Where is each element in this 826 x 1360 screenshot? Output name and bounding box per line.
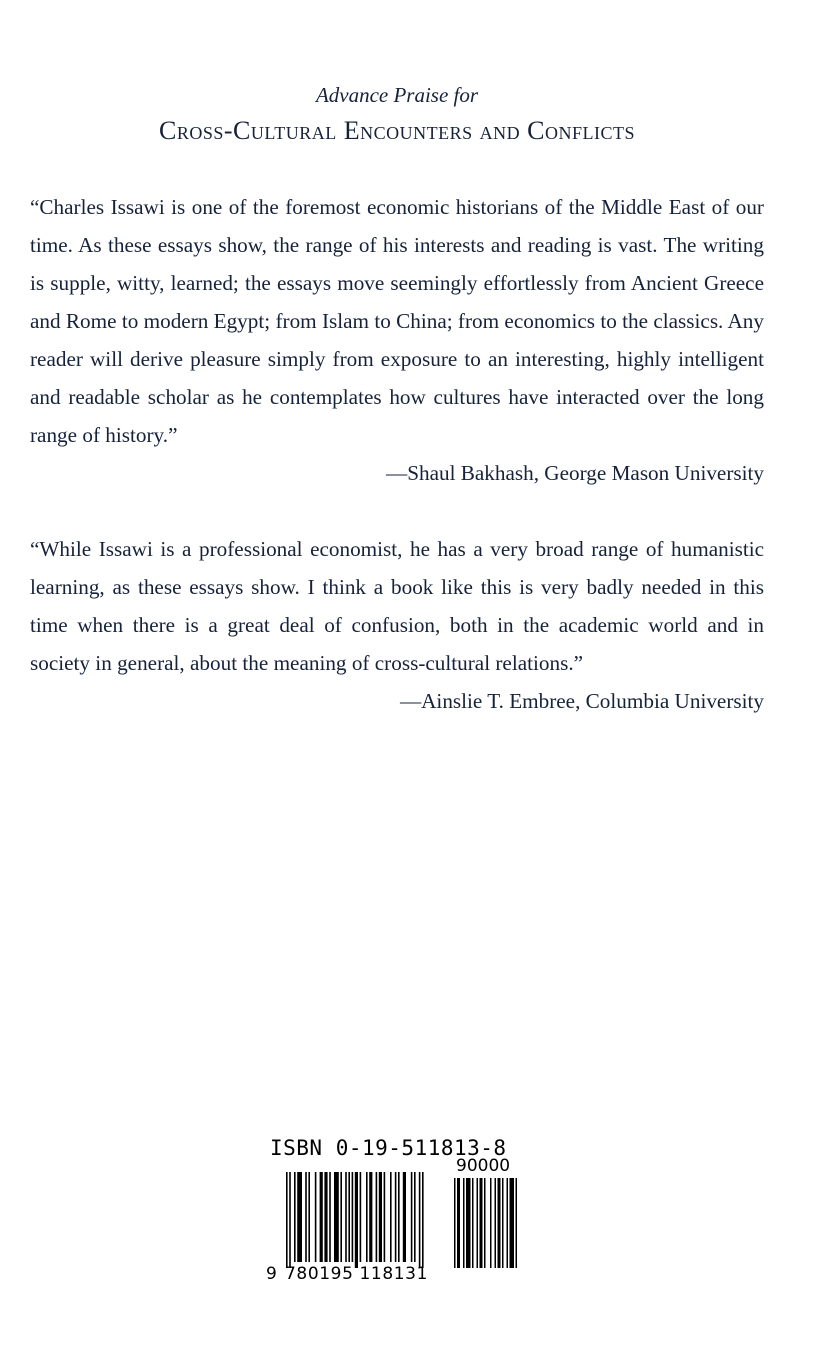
praise-attribution: —Shaul Bakhash, George Mason University <box>386 461 764 485</box>
barcode-bar <box>502 1178 504 1268</box>
barcode-bar <box>466 1178 471 1268</box>
barcode-bar <box>414 1172 416 1262</box>
barcode-bar <box>490 1178 492 1268</box>
barcode-bar <box>320 1172 323 1262</box>
barcode-bar <box>484 1178 486 1268</box>
barcode-bar <box>495 1178 497 1268</box>
price-addon-digits: 90000 <box>456 1156 511 1176</box>
barcode-bar <box>457 1178 460 1268</box>
barcode-bar <box>398 1172 400 1262</box>
barcode-bar <box>477 1178 479 1268</box>
barcode-bar <box>419 1172 421 1268</box>
barcode-bar <box>324 1172 327 1262</box>
barcode-bar <box>315 1172 317 1262</box>
praise-block-2 <box>30 530 764 720</box>
barcode-bar <box>297 1172 302 1262</box>
barcode-bar <box>340 1172 342 1262</box>
barcode-bar <box>480 1178 483 1268</box>
barcode-bar <box>366 1172 368 1262</box>
advance-praise-kicker: Advance Praise for <box>315 83 479 107</box>
barcode-bar <box>411 1172 413 1262</box>
barcode-bar <box>390 1172 392 1262</box>
barcode-bar <box>289 1172 291 1268</box>
book-title: Cross-Cultural Encounters and Conflicts <box>159 116 635 145</box>
barcode-bars <box>266 1172 536 1268</box>
barcode-bar <box>345 1172 347 1262</box>
barcode-bar <box>403 1172 406 1262</box>
barcode-bar <box>507 1178 509 1268</box>
isbn-number: ISBN 0-19-511813-8 <box>270 1136 507 1160</box>
praise-quote: “While Issawi is a professional economist, he has a very broad range of humanistic learning, as these essays show. I think a book like this is very badly needed in this time when there is a great deal of confusion, both in the academic world and in society in general, about the meaning of cross-cultural relations.” <box>30 537 764 675</box>
barcode-bar <box>510 1178 515 1268</box>
barcode-bar <box>334 1172 339 1262</box>
barcode-bar <box>352 1172 354 1262</box>
barcode-bar <box>454 1178 456 1268</box>
barcode-bar <box>348 1172 350 1262</box>
barcode-bar <box>463 1178 465 1268</box>
praise-quote: “Charles Issawi is one of the foremost economic historians of the Middle East of our time. As these essays show, the range of his interests and reading is vast. The writing is supple, witty, learned; the essays move seemingly effortlessly from Ancient Greece and Rome to modern Egypt; from Islam to China; from economics to the classics. Any reader will derive pleasure simply from exposure to an interesting, highly intelligent and readable scholar as he contemplates how cultures have interacted over the long range of history.” <box>30 195 764 447</box>
barcode-bar <box>376 1172 378 1262</box>
barcode-bar <box>395 1172 397 1262</box>
barcode-bar <box>305 1172 307 1262</box>
praise-attribution: —Ainslie T. Embree, Columbia University <box>399 689 764 713</box>
isbn-barcode <box>266 1136 536 1296</box>
barcode-bar <box>498 1178 501 1268</box>
praise-block-1 <box>30 188 764 492</box>
barcode-bar <box>422 1172 424 1268</box>
barcode-bar <box>286 1172 288 1268</box>
barcode-bar <box>516 1178 518 1268</box>
barcode-bar <box>355 1172 358 1268</box>
barcode-bar <box>360 1172 362 1262</box>
barcode-bar <box>329 1172 331 1262</box>
barcode-bar <box>472 1178 474 1268</box>
barcode-bar <box>294 1172 296 1262</box>
barcode-bar <box>308 1172 310 1262</box>
barcode-bar <box>384 1172 386 1262</box>
barcode-bar <box>369 1172 372 1262</box>
ean-leading-digit: 9 <box>266 1264 277 1284</box>
ean-digits: 780195 118131 <box>285 1264 428 1284</box>
barcode-bar <box>379 1172 382 1262</box>
